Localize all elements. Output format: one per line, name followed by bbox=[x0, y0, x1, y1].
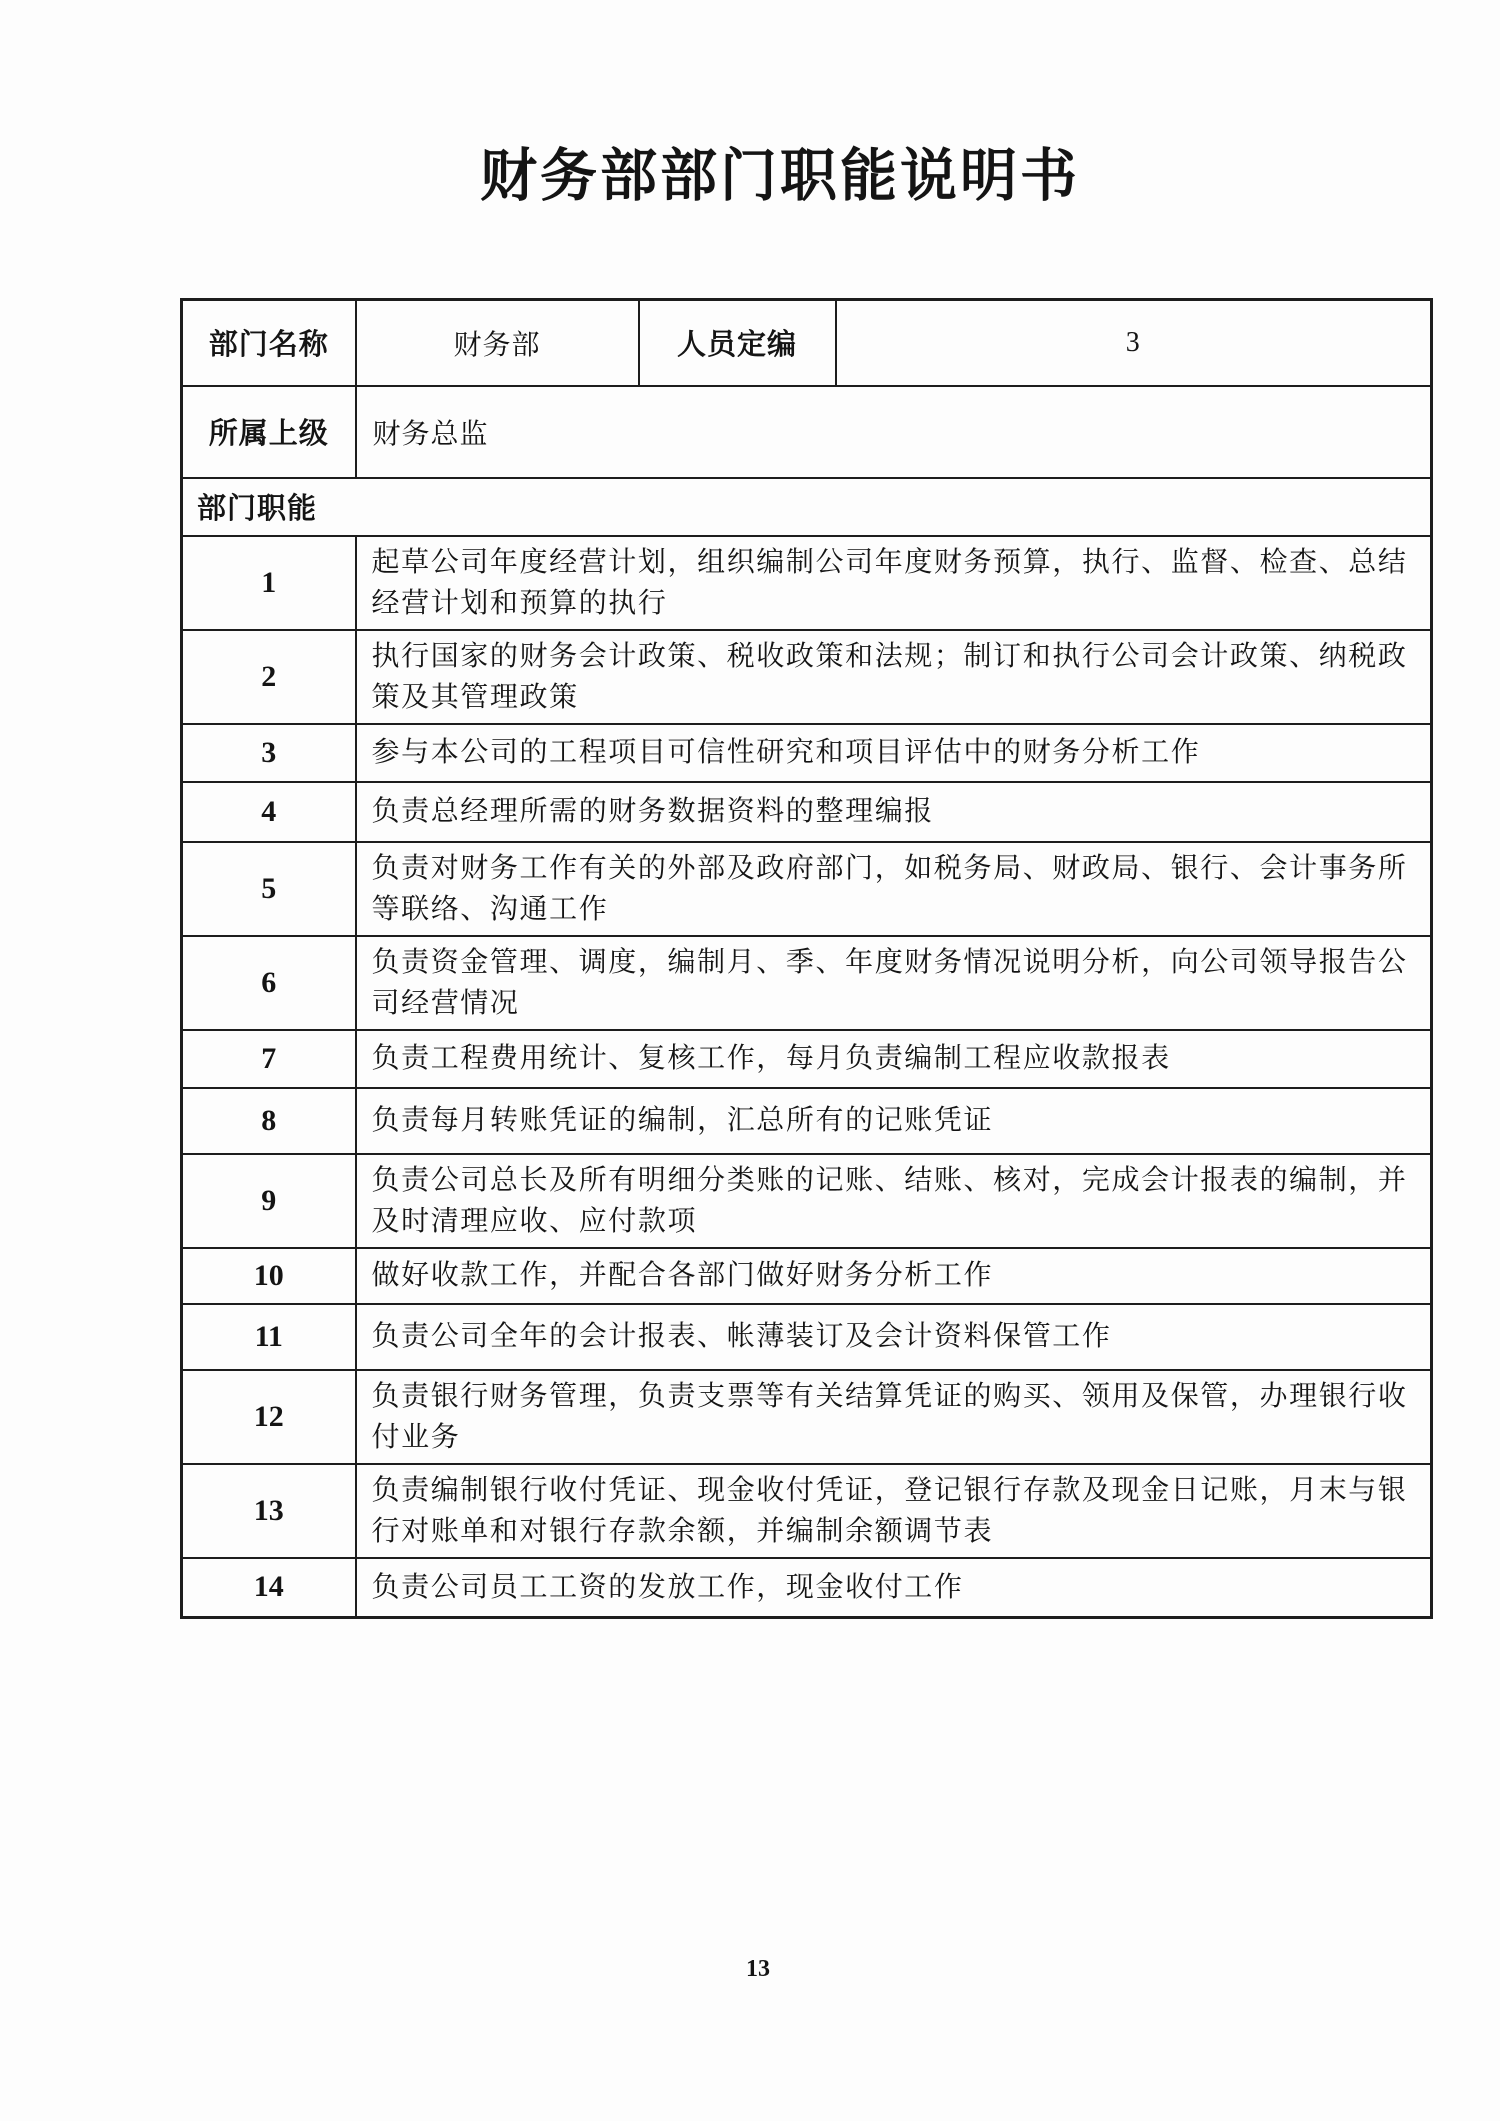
page-number: 13 bbox=[746, 1956, 770, 1982]
function-text: 负责资金管理、调度，编制月、季、年度财务情况说明分析，向公司领导报告公司经营情况 bbox=[356, 936, 1432, 1030]
function-text: 负责公司全年的会计报表、帐薄装订及会计资料保管工作 bbox=[356, 1304, 1432, 1370]
function-number: 3 bbox=[182, 724, 356, 782]
function-row bbox=[182, 1464, 1432, 1558]
function-text: 负责公司总长及所有明细分类账的记账、结账、核对，完成会计报表的编制，并及时清理应收、应付款项 bbox=[356, 1154, 1432, 1248]
function-number: 4 bbox=[182, 782, 356, 842]
function-number: 8 bbox=[182, 1088, 356, 1154]
function-row bbox=[182, 936, 1432, 1030]
department-function-table bbox=[180, 298, 1433, 1619]
function-text: 执行国家的财务会计政策、税收政策和法规；制订和执行公司会计政策、纳税政策及其管理政策 bbox=[356, 630, 1432, 724]
page-title: 财务部部门职能说明书 bbox=[480, 145, 1080, 208]
function-text: 负责工程费用统计、复核工作，每月负责编制工程应收款报表 bbox=[356, 1030, 1432, 1088]
function-row bbox=[182, 782, 1432, 842]
function-number: 1 bbox=[182, 536, 356, 630]
function-row bbox=[182, 1088, 1432, 1154]
function-row bbox=[182, 1370, 1432, 1464]
function-number: 7 bbox=[182, 1030, 356, 1088]
function-text: 负责对财务工作有关的外部及政府部门，如税务局、财政局、银行、会计事务所等联络、沟通工作 bbox=[356, 842, 1432, 936]
function-text: 负责每月转账凭证的编制，汇总所有的记账凭证 bbox=[356, 1088, 1432, 1154]
functions-header: 部门职能 bbox=[182, 478, 1432, 536]
function-row bbox=[182, 1304, 1432, 1370]
dept-meta-row bbox=[182, 300, 1432, 386]
functions-header-row bbox=[182, 478, 1432, 536]
function-row bbox=[182, 724, 1432, 782]
superior-row bbox=[182, 386, 1432, 478]
function-number: 12 bbox=[182, 1370, 356, 1464]
function-number: 2 bbox=[182, 630, 356, 724]
superior-label: 所属上级 bbox=[182, 386, 356, 478]
function-row bbox=[182, 536, 1432, 630]
function-number: 9 bbox=[182, 1154, 356, 1248]
function-row bbox=[182, 842, 1432, 936]
function-text: 负责总经理所需的财务数据资料的整理编报 bbox=[356, 782, 1432, 842]
function-text: 负责编制银行收付凭证、现金收付凭证，登记银行存款及现金日记账，月末与银行对账单和对银行存款余额，并编制余额调节表 bbox=[356, 1464, 1432, 1558]
dept-name-label: 部门名称 bbox=[182, 300, 356, 386]
function-row bbox=[182, 630, 1432, 724]
dept-name-value: 财务部 bbox=[356, 300, 639, 386]
function-row bbox=[182, 1248, 1432, 1304]
superior-value: 财务总监 bbox=[356, 386, 1432, 478]
function-row bbox=[182, 1154, 1432, 1248]
function-number: 14 bbox=[182, 1558, 356, 1618]
staffing-label: 人员定编 bbox=[639, 300, 836, 386]
function-row bbox=[182, 1558, 1432, 1618]
staffing-value: 3 bbox=[836, 300, 1432, 386]
function-number: 6 bbox=[182, 936, 356, 1030]
function-number: 10 bbox=[182, 1248, 356, 1304]
function-text: 起草公司年度经营计划，组织编制公司年度财务预算，执行、监督、检查、总结经营计划和预算的执行 bbox=[356, 536, 1432, 630]
function-text: 负责公司员工工资的发放工作，现金收付工作 bbox=[356, 1558, 1432, 1618]
function-text: 参与本公司的工程项目可信性研究和项目评估中的财务分析工作 bbox=[356, 724, 1432, 782]
function-number: 13 bbox=[182, 1464, 356, 1558]
function-number: 5 bbox=[182, 842, 356, 936]
function-row bbox=[182, 1030, 1432, 1088]
function-number: 11 bbox=[182, 1304, 356, 1370]
function-text: 负责银行财务管理，负责支票等有关结算凭证的购买、领用及保管，办理银行收付业务 bbox=[356, 1370, 1432, 1464]
function-text: 做好收款工作，并配合各部门做好财务分析工作 bbox=[356, 1248, 1432, 1304]
